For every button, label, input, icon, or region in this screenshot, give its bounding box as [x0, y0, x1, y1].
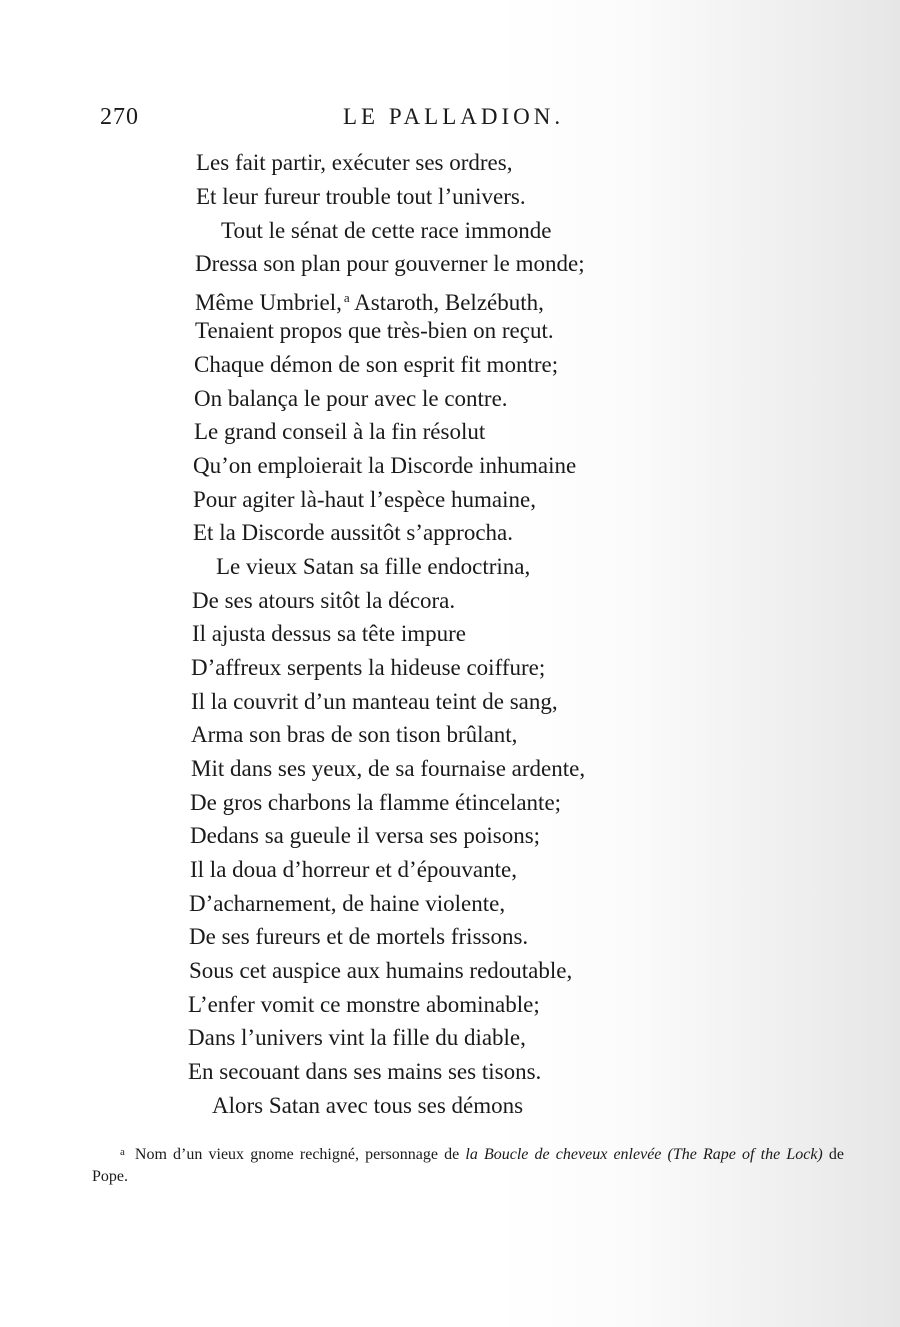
verse-line: Dressa son plan pour gouverner le monde; [195, 251, 585, 276]
page-number: 270 [100, 104, 139, 130]
verse-line: Le vieux Satan sa fille endoctrina, [216, 554, 531, 579]
verse-line: Tenaient propos que très-bien on reçut. [195, 318, 554, 343]
verse-line: D’acharnement, de haine violente, [189, 891, 506, 916]
verse-line: De gros charbons la flamme étincelante; [190, 790, 562, 815]
verse-line: Mit dans ses yeux, de sa fournaise ardente, [191, 756, 586, 781]
verse-line: En secouant dans ses mains ses tisons. [188, 1059, 542, 1084]
verse-line: De ses fureurs et de mortels frissons. [189, 924, 529, 949]
verse-line: Arma son bras de son tison brûlant, [191, 722, 518, 747]
verse-line: On balança le pour avec le contre. [194, 386, 508, 411]
footnote-text: de Pope. [92, 1146, 845, 1185]
verse-line: D’affreux serpents la hideuse coiffure; [191, 655, 546, 680]
verse-line: Le grand conseil à la fin résolut [194, 419, 486, 444]
verse-line: Et la Discorde aussitôt s’approcha. [193, 520, 513, 545]
verse-line: Il ajusta dessus sa tête impure [192, 621, 467, 646]
footnote-text: Nom d’un vieux gnome rechigné, personnage de [134, 1146, 460, 1163]
verse-text: Astaroth, Belzébuth, [354, 290, 544, 315]
verse-line: Qu’on emploierait la Discorde inhumaine [193, 453, 577, 478]
verse-line: Dans l’univers vint la fille du diable, [188, 1025, 526, 1050]
verse-text: Même Umbriel, [195, 290, 342, 315]
verse-line: Tout le sénat de cette race immonde [221, 218, 552, 243]
verse-line: Pour agiter là-haut l’espèce humaine, [193, 487, 536, 512]
verse-line: Les fait partir, exécuter ses ordres, [196, 150, 513, 175]
footnote-mark: a [120, 1146, 125, 1158]
verse-line: Dedans sa gueule il versa ses poisons; [190, 823, 541, 848]
verse-line: De ses atours sitôt la décora. [192, 588, 456, 613]
footnote [92, 1141, 844, 1188]
verse-line: Alors Satan avec tous ses démons [212, 1093, 524, 1118]
verse-line: Il la couvrit d’un manteau teint de sang, [191, 689, 558, 714]
verse-line: Et leur fureur trouble tout l’univers. [196, 184, 526, 209]
running-header [100, 104, 600, 138]
running-title: LE PALLADION. [343, 104, 565, 129]
verse-line: Chaque démon de son esprit fit montre; [194, 352, 559, 377]
footnote-reference: a [343, 290, 350, 305]
verse-line: Sous cet auspice aux humains redoutable, [189, 958, 573, 983]
footnote-work-title: la Boucle de cheveux enlevée (The Rape of the Lock) [465, 1146, 823, 1163]
verse-line: Il la doua d’horreur et d’épouvante, [190, 857, 517, 882]
verse-line: L’enfer vomit ce monstre abominable; [188, 992, 540, 1017]
verse-line-with-note [195, 284, 544, 315]
